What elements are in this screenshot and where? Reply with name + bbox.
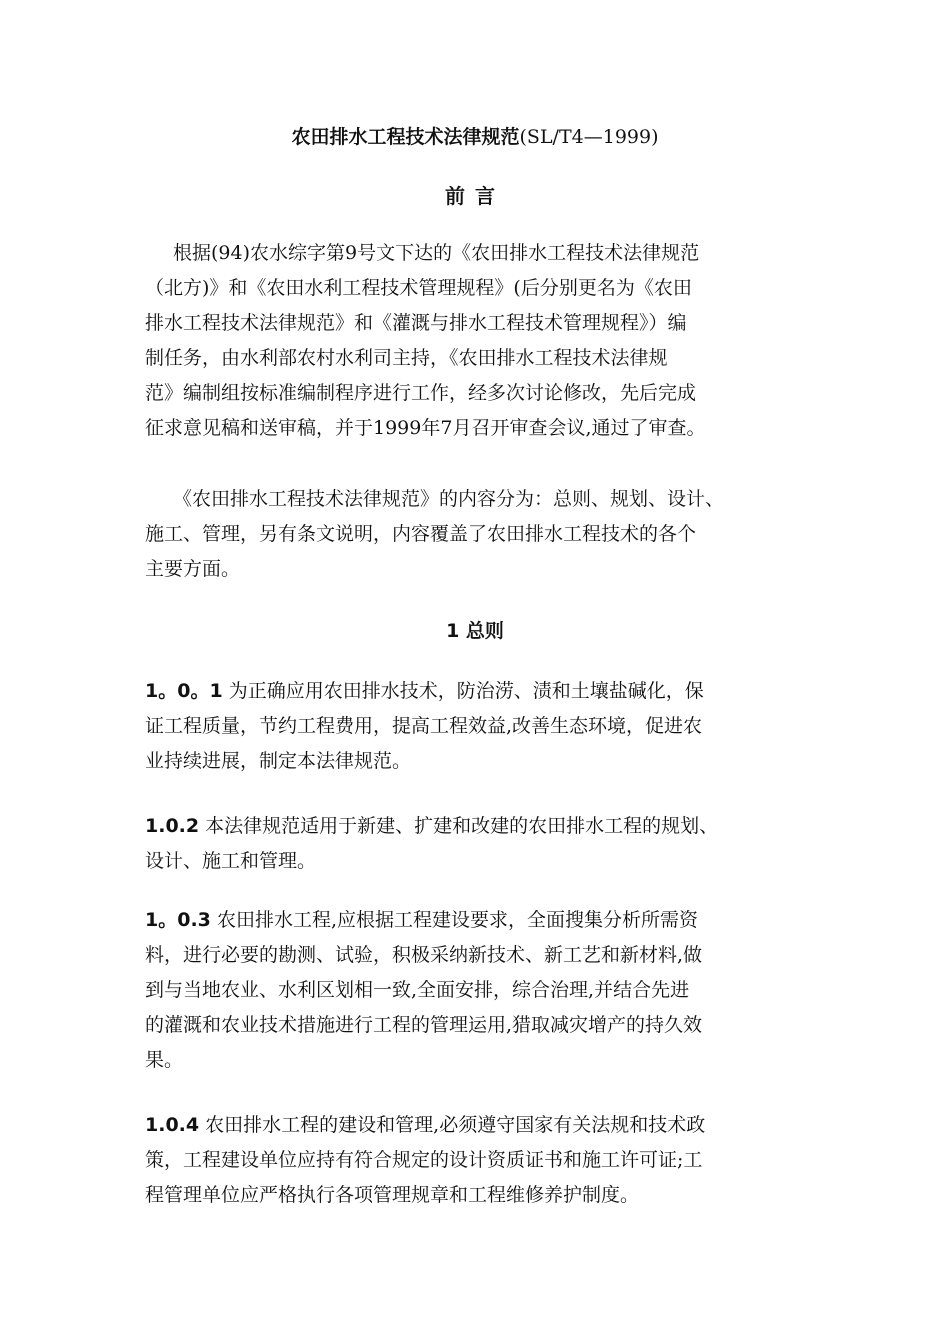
preface-heading: 前言 bbox=[445, 184, 505, 208]
clause-1-0-4 bbox=[145, 1108, 810, 1213]
clause-first-line bbox=[145, 809, 810, 844]
preface-paragraph-2 bbox=[145, 482, 810, 587]
paragraph-line: 农田排水工程,应根据工程建设要求，全面搜集分析所需资 bbox=[216, 909, 698, 931]
paragraph-line: 的灌溉和农业技术措施进行工程的管理运用,猎取减灾增产的持久效 bbox=[145, 1014, 703, 1036]
paragraph-line: 制任务，由水利部农村水利司主持，《农田排水工程技术法律规 bbox=[145, 347, 668, 369]
paragraph-line: 料，进行必要的勘测、试验，积极采纳新技术、新工艺和新材料,做 bbox=[145, 944, 703, 966]
clause-number: 1。0.3 bbox=[145, 909, 211, 931]
document-title bbox=[0, 122, 950, 152]
clause-1-0-3 bbox=[145, 903, 810, 1078]
clause-first-line bbox=[145, 1108, 810, 1143]
paragraph-line: 征求意见稿和送审稿，并于1999年7月召开审查会议,通过了审查。 bbox=[145, 417, 706, 439]
paragraph-line: 业持续进展，制定本法律规范。 bbox=[145, 750, 412, 772]
clause-number: 1.0.2 bbox=[145, 815, 200, 837]
paragraph-line: （北方)》和《农田水利工程技术管理规程》(后分别更名为《农田 bbox=[145, 277, 692, 299]
clause-first-line bbox=[145, 674, 810, 709]
paragraph-line: 为正确应用农田排水技术，防治涝、渍和土壤盐碱化，保 bbox=[228, 680, 704, 702]
paragraph-line: 证工程质量，节约工程费用，提高工程效益,改善生态环境，促进农 bbox=[145, 715, 703, 737]
paragraph-line: 范》编制组按标准编制程序进行工作，经多次讨论修改，先后完成 bbox=[145, 382, 697, 404]
paragraph-line: 程管理单位应严格执行各项管理规章和工程维修养护制度。 bbox=[145, 1184, 640, 1206]
preface-paragraph-1 bbox=[145, 236, 810, 446]
clause-1-0-2 bbox=[145, 809, 810, 879]
document-standard-code: (SL/T4—1999) bbox=[519, 126, 659, 148]
clause-number: 1。0。1 bbox=[145, 680, 223, 702]
clause-first-line bbox=[145, 903, 810, 938]
paragraph-line: 策，工程建设单位应持有符合规定的设计资质证书和施工许可证;工 bbox=[145, 1149, 703, 1171]
paragraph-line: 排水工程技术法律规范》和《灌溉与排水工程技术管理规程》）编 bbox=[145, 312, 687, 334]
document-title-main: 农田排水工程技术法律规范 bbox=[291, 126, 520, 148]
clause-1-0-1 bbox=[145, 674, 810, 779]
paragraph-line: 设计、施工和管理。 bbox=[145, 850, 317, 872]
paragraph-line: 施工、管理，另有条文说明，内容覆盖了农田排水工程技术的各个 bbox=[145, 523, 697, 545]
paragraph-line: 到与当地农业、水利区划相一致,全面安排，综合治理,并结合先进 bbox=[145, 979, 690, 1001]
paragraph-line: 农田排水工程的建设和管理,必须遵守国家有关法规和技术政 bbox=[205, 1114, 706, 1136]
paragraph-line: 根据(94)农水综字第9号文下达的《农田排水工程技术法律规范 bbox=[173, 242, 700, 264]
chapter-heading: 1 总则 bbox=[446, 620, 504, 642]
paragraph-line: 主要方面。 bbox=[145, 558, 241, 580]
paragraph-line: 本法律规范适用于新建、扩建和改建的农田排水工程的规划、 bbox=[205, 815, 719, 837]
paragraph-line: 果。 bbox=[145, 1049, 184, 1071]
clause-number: 1.0.4 bbox=[145, 1114, 200, 1136]
paragraph-line: 《农田排水工程技术法律规范》的内容分为：总则、规划、设计、 bbox=[173, 488, 725, 510]
